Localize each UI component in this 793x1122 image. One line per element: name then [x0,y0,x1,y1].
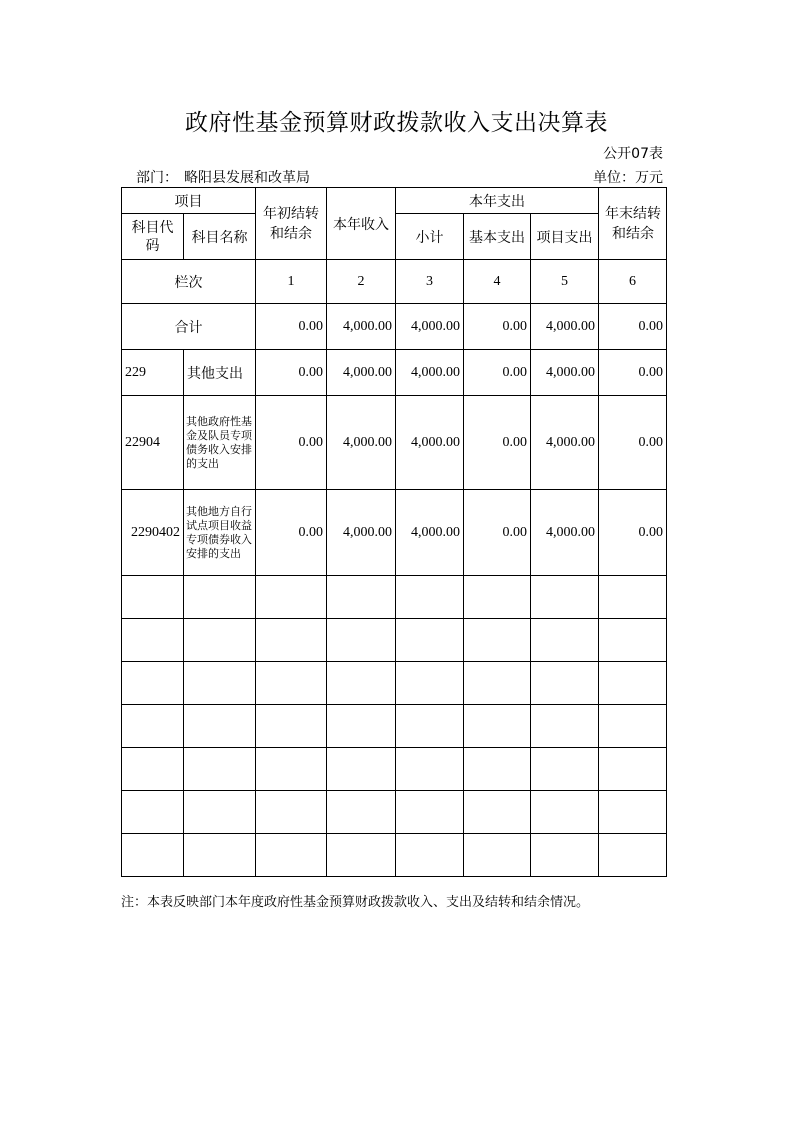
header-code-text: 科目代码 [131,219,174,254]
empty-row [122,791,667,834]
empty-cell [396,705,464,748]
empty-cell [396,619,464,662]
header-row-1 [122,188,667,214]
empty-cell [531,834,599,877]
total-project: 4,000.00 [531,304,599,350]
empty-row [122,662,667,705]
begin-balance: 0.00 [256,350,327,396]
empty-cell [327,576,396,619]
empty-cell [464,619,531,662]
table-row [122,490,667,576]
empty-cell [599,619,667,662]
empty-cell [122,576,184,619]
total-income: 4,000.00 [327,304,396,350]
empty-cell [531,576,599,619]
subject-name: 其他地方自行试点项目收益专项债券收入安排的支出 [184,490,256,576]
footnote: 注：本表反映部门本年度政府性基金预算财政拨款收入、支出及结转和结余情况。 [121,895,590,910]
total-row [122,304,667,350]
empty-cell [599,748,667,791]
end-balance: 0.00 [599,490,667,576]
header-expense: 本年支出 [396,188,599,214]
column-number-5: 5 [531,260,599,304]
subject-code: 2290402 [122,490,184,576]
begin-balance: 0.00 [256,396,327,490]
empty-cell [396,662,464,705]
empty-row [122,619,667,662]
column-number-label: 栏次 [122,260,256,304]
empty-row [122,705,667,748]
table-row [122,396,667,490]
empty-cell [396,748,464,791]
subject-name: 其他政府性基金及队员专项债务收入安排的支出 [184,396,256,490]
total-label: 合计 [122,304,256,350]
project-expense: 4,000.00 [531,490,599,576]
table-row [122,350,667,396]
header-project: 项目支出 [531,214,599,260]
empty-cell [122,619,184,662]
total-subtotal: 4,000.00 [396,304,464,350]
subject-name: 其他支出 [184,350,256,396]
empty-cell [531,662,599,705]
empty-cell [327,791,396,834]
empty-cell [396,834,464,877]
empty-cell [122,834,184,877]
income: 4,000.00 [327,350,396,396]
empty-cell [531,705,599,748]
empty-cell [531,791,599,834]
header-name: 科目名称 [184,214,256,260]
project-expense: 4,000.00 [531,396,599,490]
subject-code: 22904 [122,396,184,490]
empty-cell [327,619,396,662]
empty-cell [464,662,531,705]
empty-cell [327,834,396,877]
empty-cell [531,619,599,662]
empty-cell [184,705,256,748]
empty-cell [184,576,256,619]
column-number-3: 3 [396,260,464,304]
end-balance: 0.00 [599,350,667,396]
subject-code: 229 [122,350,184,396]
subtotal: 4,000.00 [396,396,464,490]
form-number: 公开07表 [603,146,663,162]
begin-balance: 0.00 [256,490,327,576]
subtotal: 4,000.00 [396,490,464,576]
empty-cell [327,705,396,748]
empty-cell [256,705,327,748]
empty-cell [256,791,327,834]
income: 4,000.00 [327,490,396,576]
empty-cell [531,748,599,791]
header-end-balance [599,188,667,260]
empty-cell [122,705,184,748]
empty-cell [256,619,327,662]
empty-row [122,748,667,791]
header-income: 本年收入 [327,188,396,260]
unit-label: 单位：万元 [593,170,663,186]
empty-cell [122,662,184,705]
empty-cell [396,576,464,619]
department-label: 部门： [136,170,178,186]
department-line [136,167,310,187]
empty-cell [184,662,256,705]
budget-table [121,187,667,877]
column-number-6: 6 [599,260,667,304]
empty-cell [184,834,256,877]
empty-row [122,576,667,619]
empty-cell [599,834,667,877]
header-code [122,214,184,260]
empty-cell [599,576,667,619]
empty-cell [599,791,667,834]
empty-row [122,834,667,877]
empty-cell [256,834,327,877]
total-end-balance: 0.00 [599,304,667,350]
empty-cell [396,791,464,834]
empty-cell [184,748,256,791]
income: 4,000.00 [327,396,396,490]
empty-cell [256,662,327,705]
empty-cell [327,748,396,791]
empty-cell [464,576,531,619]
end-balance: 0.00 [599,396,667,490]
empty-cell [464,834,531,877]
empty-cell [464,705,531,748]
header-subtotal: 小计 [396,214,464,260]
header-begin-balance-text: 年初结转和结余 [263,205,319,242]
header-basic: 基本支出 [464,214,531,260]
empty-cell [122,748,184,791]
subtotal: 4,000.00 [396,350,464,396]
total-begin-balance: 0.00 [256,304,327,350]
column-number-4: 4 [464,260,531,304]
empty-cell [256,748,327,791]
page-title: 政府性基金预算财政拨款收入支出决算表 [185,110,608,136]
empty-cell [256,576,327,619]
total-basic: 0.00 [464,304,531,350]
empty-cell [599,662,667,705]
column-number-2: 2 [327,260,396,304]
basic-expense: 0.00 [464,490,531,576]
basic-expense: 0.00 [464,350,531,396]
header-begin-balance [256,188,327,260]
empty-cell [599,705,667,748]
basic-expense: 0.00 [464,396,531,490]
empty-cell [184,791,256,834]
empty-cell [327,662,396,705]
empty-cell [464,791,531,834]
column-number-1: 1 [256,260,327,304]
project-expense: 4,000.00 [531,350,599,396]
empty-cell [122,791,184,834]
empty-cell [464,748,531,791]
department-name: 略阳县发展和改革局 [184,170,310,186]
header-item: 项目 [122,188,256,214]
header-end-balance-text: 年末结转和结余 [605,205,661,242]
column-number-row [122,260,667,304]
empty-cell [184,619,256,662]
